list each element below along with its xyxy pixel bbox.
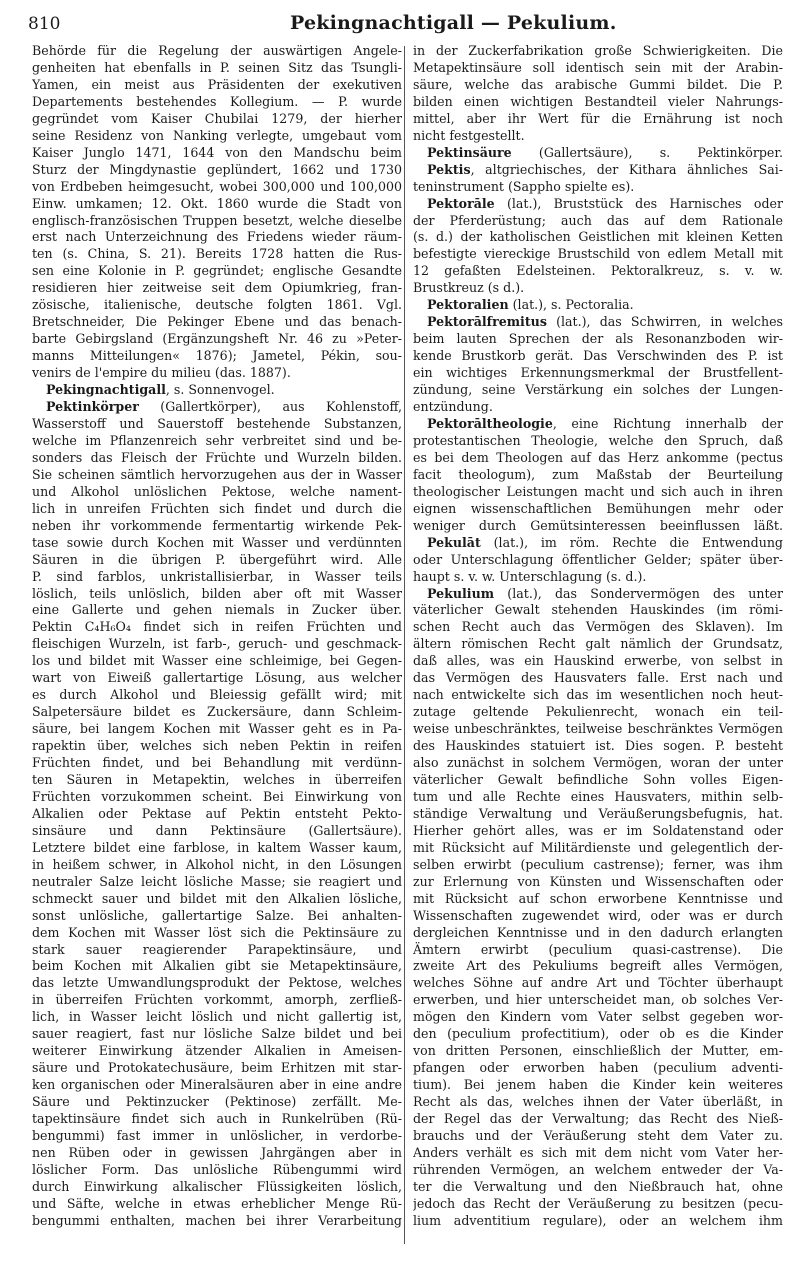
text-line — [32, 653, 402, 670]
line-text: Ämtern erwirbt (peculium quasi-castrense). Die — [413, 941, 783, 957]
line-text: erwerben, und hier unterscheidet man, ob solches Ver- — [413, 992, 783, 1008]
line-text: lich in unreifen Früchten sich findet und durch die — [32, 500, 402, 516]
page-header — [28, 12, 788, 42]
text-line — [32, 755, 402, 772]
line-text: schen Recht auch das Vermögen des Sklaven). Im — [413, 619, 783, 635]
text-line — [413, 213, 783, 230]
text-line — [32, 1145, 402, 1162]
text-line — [32, 518, 402, 535]
text-line — [413, 1026, 783, 1043]
entry-headword-line — [413, 314, 783, 331]
line-text: Hierher gehört alles, was er im Soldatenstand oder — [413, 822, 783, 838]
line-text: erst nach Unterzeichnung des Friedens wieder räum- — [32, 229, 402, 245]
line-text: protestantischen Theologie, welche den Spruch, daß — [413, 432, 783, 448]
column-divider — [404, 46, 405, 1244]
line-text: los und bildet mit Wasser eine schleimige, bei Gegen- — [32, 653, 402, 669]
line-text: jedoch das Recht der Veräußerung zu besitzen (pecu- — [413, 1195, 783, 1211]
line-text: teninstrument (Sappho spielte es). — [413, 178, 635, 194]
line-text: und Alkohol unlöslichen Pektose, welche nament- — [32, 483, 402, 499]
line-text: Früchten findet, und bei Behandlung mit verdünn- — [32, 755, 402, 771]
line-text: entzündung. — [413, 399, 493, 415]
entry-headword-line — [32, 399, 402, 416]
running-title: Pekingnachtigall — Pekulium. — [290, 12, 617, 34]
line-text: (lat.), Bruststück des Harnisches oder — [494, 195, 783, 211]
line-text: (lat.), das Sondervermögen des unter — [494, 585, 783, 601]
line-text: neben ihr vorkommende fermentartig wirkende Pek- — [32, 517, 402, 533]
text-line — [32, 1111, 402, 1128]
text-line — [32, 145, 402, 162]
line-text: brauchs und der Veräußerung steht dem Vater zu. — [413, 1128, 783, 1143]
entry-headword: Pektinsäure — [427, 144, 512, 160]
text-line — [32, 179, 402, 196]
text-line — [413, 789, 783, 806]
line-text: das letzte Umwandlungsprodukt der Pektose, welches — [32, 975, 402, 991]
text-line — [32, 77, 402, 94]
line-text: säure, welche das arabische Gummi bildet. Die P. — [413, 76, 783, 92]
line-text: Wasserstoff und Sauerstoff bestehende Substanzen, — [32, 415, 402, 431]
right-text-column — [413, 43, 783, 1230]
line-text: mögen den Kindern vom Vater selbst gegeben wor- — [413, 1009, 783, 1025]
text-line — [413, 1196, 783, 1213]
line-text: der Pferderüstung; auch das auf dem Rationale — [413, 212, 783, 228]
line-text: ken organischen oder Mineralsäuren aber in eine andre — [32, 1077, 402, 1093]
line-text: Sie scheinen sämtlich hervorzugehen aus der in Wasser — [32, 466, 402, 482]
text-line — [413, 891, 783, 908]
line-text: facit theologum), zum Maßstab der Beurteilung — [413, 466, 783, 482]
line-text: venirs de l'empire du milieu (das. 1887). — [32, 365, 291, 381]
text-line — [413, 501, 783, 518]
line-text: eine Gallerte und gehen niemals in Zucker über. — [32, 602, 402, 618]
line-text: haupt s. v. w. Unterschlagung (s. d.). — [413, 568, 647, 584]
text-line — [413, 94, 783, 111]
line-text: löslicher Form. Das unlösliche Rübengummi wird — [32, 1161, 402, 1177]
line-text: (lat.), das Schwirren, in welches — [546, 314, 783, 330]
line-text: eignen wissenschaftlichen Bemühungen mehr oder — [413, 500, 783, 516]
text-line — [413, 755, 783, 772]
line-text: , s. Sonnenvogel. — [165, 382, 275, 398]
text-line — [413, 1213, 783, 1230]
text-line — [413, 721, 783, 738]
line-text: zutage geltende Pekulienrecht, wonach ein teil- — [413, 704, 783, 720]
text-line — [413, 1179, 783, 1196]
text-line — [32, 297, 402, 314]
text-line — [32, 1026, 402, 1043]
text-line — [32, 569, 402, 586]
text-line — [413, 653, 783, 670]
line-text: das Vermögen des Hausvaters falle. Erst nach und — [413, 670, 783, 686]
text-line — [32, 942, 402, 959]
text-line — [413, 518, 783, 535]
text-line — [413, 246, 783, 263]
line-text: Säure und Pektinzucker (Pektinose) zerfällt. Me- — [32, 1094, 402, 1110]
line-text: zur Erlernung von Künsten und Wissenschaften oder — [413, 873, 783, 889]
line-text: säure und Protokatechusäure, beim Erhitzen mit star- — [32, 1060, 402, 1076]
text-line — [413, 263, 783, 280]
text-line — [32, 196, 402, 213]
line-text: theologischer Leistungen macht und sich auch in ihren — [413, 483, 783, 499]
line-text: bengummi) fast immer in unlöslicher, in verdorbe- — [32, 1128, 402, 1143]
line-text: ständige Verwaltung und Veräußerungsbefugnis, hat. — [413, 805, 783, 821]
line-text: tium). Bei jenem haben die Kinder kein weiteres — [413, 1077, 783, 1093]
line-text: weiterer Einwirkung ätzender Alkalien in Ameisen- — [32, 1043, 402, 1059]
entry-headword-line — [413, 162, 783, 179]
entry-headword: Pektorāle — [427, 195, 495, 211]
line-text: es durch Alkohol und Bleiessig gefällt wird; mit — [32, 687, 402, 703]
text-line — [413, 128, 783, 145]
line-text: zösische, italienische, deutsche folgten 1861. Vgl. — [32, 297, 402, 313]
text-line — [413, 840, 783, 857]
line-text: , eine Richtung innerhalb der — [552, 415, 783, 431]
text-line — [413, 1060, 783, 1077]
line-text: der Regel das der Verwaltung; das Recht des Nieß- — [413, 1111, 783, 1127]
line-text: Behörde für die Regelung der auswärtigen Angele- — [32, 43, 402, 58]
text-line — [32, 857, 402, 874]
line-text: (lat.), s. Pectoralia. — [508, 297, 634, 313]
entry-headword: Pekulāt — [427, 534, 481, 550]
entry-headword: Pektinkörper — [46, 399, 139, 415]
text-line — [32, 1077, 402, 1094]
line-text: Departements bestehendes Kollegium. — P. wurde — [32, 93, 402, 109]
text-line — [32, 806, 402, 823]
line-text: bengummi enthalten, machen bei ihrer Verarbeitung — [32, 1212, 402, 1228]
text-line — [32, 619, 402, 636]
line-text: ein wichtiges Erkennungsmerkmal der Brustfellent- — [413, 365, 783, 381]
text-line — [413, 484, 783, 501]
text-line — [32, 1043, 402, 1060]
entry-headword: Pektorāltheologie — [427, 415, 553, 431]
entry-headword-line — [413, 196, 783, 213]
entry-headword-line — [413, 535, 783, 552]
text-line — [413, 1043, 783, 1060]
line-text: Metapektinsäure soll identisch sein mit der Arabin- — [413, 59, 783, 75]
line-text: kende Brustkorb gerät. Das Verschwinden des P. ist — [413, 348, 783, 364]
text-line — [32, 314, 402, 331]
line-text: tase sowie durch Kochen mit Wasser und verdünnten — [32, 534, 402, 550]
line-text: beim Kochen mit Alkalien gibt sie Metapektinsäure, — [32, 958, 402, 974]
line-text: bilden einen wichtigen Bestandteil vieler Nahrungs- — [413, 93, 783, 109]
text-line — [32, 975, 402, 992]
text-line — [413, 450, 783, 467]
line-text: und Säfte, welche in etwas erheblicher Menge Rü- — [32, 1195, 402, 1211]
entry-headword-line — [413, 297, 783, 314]
line-text: nen Rüben oder in gewissen Jahrgängen aber in — [32, 1144, 402, 1160]
text-line — [32, 60, 402, 77]
line-text: weise unbeschränktes, teilweise beschränktes Vermögen — [413, 721, 783, 737]
left-text-column — [32, 43, 402, 1230]
text-line — [413, 823, 783, 840]
text-line — [32, 1196, 402, 1213]
text-line — [413, 365, 783, 382]
entry-headword-line — [413, 586, 783, 603]
page-number: 810 — [28, 14, 61, 34]
line-text: löslich, teils unlöslich, bilden aber oft mit Wasser — [32, 585, 402, 601]
text-line — [32, 263, 402, 280]
text-line — [32, 433, 402, 450]
text-line — [32, 365, 402, 382]
text-line — [413, 925, 783, 942]
line-text: dem Kochen mit Wasser löst sich die Pektinsäure zu — [32, 924, 402, 940]
line-text: sonders das Fleisch der Früchte und Wurzeln bilden. — [32, 449, 402, 465]
text-line — [32, 1213, 402, 1230]
text-line — [413, 331, 783, 348]
text-line — [413, 229, 783, 246]
line-text: Brustkreuz (s d.). — [413, 280, 525, 296]
line-text: neutraler Salze leicht lösliche Masse; sie reagiert und — [32, 873, 402, 889]
text-line — [32, 111, 402, 128]
text-line — [32, 128, 402, 145]
line-text: Recht als das, welches ihnen der Vater überläßt, in — [413, 1094, 783, 1110]
line-text: Sturz der Mingdynastie geplündert, 1662 und 1730 — [32, 161, 402, 177]
text-line — [413, 433, 783, 450]
text-line — [32, 636, 402, 653]
line-text: Bretschneider, Die Pekinger Ebene und das benach- — [32, 314, 402, 330]
text-line — [32, 891, 402, 908]
line-text: zweite Art des Pekuliums begreift alles Vermögen, — [413, 958, 783, 974]
line-text: säure, bei langem Kochen mit Wasser geht es in Pa- — [32, 721, 402, 737]
line-text: zündung, seine Verstärkung ein solches der Lungen- — [413, 382, 783, 398]
text-line — [413, 772, 783, 789]
line-text: (lat.), im röm. Rechte die Entwendung — [480, 534, 783, 550]
line-text: also zunächst in solchem Vermögen, woran der unter — [413, 755, 783, 771]
text-line — [32, 552, 402, 569]
text-line — [32, 1179, 402, 1196]
text-line — [32, 94, 402, 111]
line-text: fleischigen Wurzeln, ist farb-, geruch- und geschmack- — [32, 636, 402, 652]
line-text: mit Rücksicht auf Militärdienste und gelegentlich der- — [413, 839, 783, 855]
line-text: ten Säuren in Metapektin, welches in überreifen — [32, 771, 402, 787]
line-text: befestigte viereckige Brustschild von edlem Metall mit — [413, 246, 783, 262]
text-line — [413, 857, 783, 874]
line-text: nach entwickelte sich das im wesentlichen noch heut- — [413, 687, 783, 703]
text-line — [32, 229, 402, 246]
line-text: (Gallertkörper), aus Kohlenstoff, — [138, 399, 402, 415]
text-line — [32, 992, 402, 1009]
text-line — [413, 602, 783, 619]
line-text: genheiten hat ebenfalls in P. seinen Sitz das Tsungli- — [32, 59, 402, 75]
line-text: pfangen oder erworben haben (peculium adventi- — [413, 1060, 783, 1076]
text-line — [32, 246, 402, 263]
text-line — [413, 992, 783, 1009]
text-line — [32, 484, 402, 501]
line-text: Yamen, ein meist aus Präsidenten der exekutiven — [32, 76, 402, 92]
text-line — [413, 399, 783, 416]
line-text: väterlicher Gewalt stehenden Hauskindes (im römi- — [413, 602, 783, 618]
text-line — [32, 958, 402, 975]
line-text: selben erwirbt (peculium castrense); ferner, was ihm — [413, 856, 783, 872]
line-text: beim lauten Sprechen der als Resonanzboden wir- — [413, 331, 783, 347]
entry-headword: Pektoralien — [427, 297, 509, 313]
text-line — [32, 535, 402, 552]
line-text: nicht festgestellt. — [413, 127, 525, 143]
entry-headword: Pektorālfremitus — [427, 314, 547, 330]
line-text: Kaiser Junglo 1471, 1644 von den Mandschu beim — [32, 144, 402, 160]
line-text: (Gallertsäure), s. Pektinkörper. — [511, 144, 783, 160]
text-line — [413, 942, 783, 959]
text-line — [413, 958, 783, 975]
text-line — [32, 789, 402, 806]
text-line — [32, 721, 402, 738]
text-line — [413, 569, 783, 586]
text-line — [32, 280, 402, 297]
text-line — [32, 348, 402, 365]
line-text: Salpetersäure bildet es Zuckersäure, dann Schleim- — [32, 704, 402, 720]
text-line — [32, 162, 402, 179]
text-line — [413, 1128, 783, 1145]
text-line — [32, 1128, 402, 1145]
text-line — [413, 1094, 783, 1111]
text-line — [32, 586, 402, 603]
text-line — [32, 738, 402, 755]
line-text: Wissenschaften zugewendet wird, oder was er durch — [413, 907, 783, 923]
text-line — [413, 467, 783, 484]
line-text: manns Mitteilungen« 1876); Jametel, Pékin, sou- — [32, 348, 402, 364]
line-text: des Hauskindes statuiert ist. Dies sogen. P. besteht — [413, 738, 783, 754]
line-text: lich, in Wasser leicht löslich und nicht gallertig ist, — [32, 1009, 402, 1025]
line-text: sauer reagiert, fast nur lösliche Salze bildet und bei — [32, 1026, 402, 1042]
line-text: Alkalien oder Pektase auf Pektin entsteht Pekto- — [32, 805, 402, 821]
text-line — [32, 1009, 402, 1026]
text-line — [32, 925, 402, 942]
text-line — [413, 60, 783, 77]
line-text: durch Einwirkung alkalischer Flüssigkeiten löslich, — [32, 1178, 402, 1194]
text-line — [413, 382, 783, 399]
text-line — [413, 348, 783, 365]
text-line — [32, 602, 402, 619]
line-text: tum und alle Rechte eines Hausvaters, mithin selb- — [413, 788, 783, 804]
text-line — [32, 501, 402, 518]
line-text: stark sauer reagierender Parapektinsäure, und — [32, 941, 402, 957]
line-text: ter die Verwaltung und den Nießbrauch hat, ohne — [413, 1178, 783, 1194]
entry-headword-line — [32, 382, 402, 399]
line-text: väterlicher Gewalt befindliche Sohn volles Eigen- — [413, 771, 783, 787]
line-text: lium adventitium regulare), oder an welchem ihm — [413, 1212, 783, 1228]
line-text: barte Gebirgsland (Ergänzungsheft Nr. 46 zu »Peter- — [32, 331, 402, 347]
line-text: Früchten vorzukommen scheint. Bei Einwirkung von — [32, 788, 402, 804]
line-text: sen eine Kolonie in P. gegründet; englische Gesandte — [32, 263, 402, 279]
line-text: ten (s. China, S. 21). Bereits 1728 hatten die Rus- — [32, 246, 402, 262]
text-line — [413, 43, 783, 60]
entry-headword: Pekulium — [427, 585, 495, 601]
text-line — [413, 806, 783, 823]
line-text: schmeckt sauer und bildet mit den Alkalien lösliche, — [32, 890, 402, 906]
text-line — [413, 1077, 783, 1094]
line-text: Säuren in die übrigen P. übergeführt wird. Alle — [32, 551, 402, 567]
line-text: englisch-französischen Truppen besetzt, welche dieselbe — [32, 212, 402, 228]
text-line — [32, 687, 402, 704]
text-line — [413, 1162, 783, 1179]
text-line — [413, 874, 783, 891]
entry-headword: Pektis — [427, 161, 471, 177]
line-text: daß alles, was ein Hauskind erwerbe, von selbst in — [413, 653, 783, 669]
text-line — [413, 704, 783, 721]
line-text: Einw. umkamen; 12. Okt. 1860 wurde die Stadt von — [32, 195, 402, 211]
text-line — [413, 908, 783, 925]
text-line — [32, 772, 402, 789]
line-text: den (peculium profectitium), oder ob es die Kinder — [413, 1026, 783, 1042]
line-text: welche im Pflanzenreich sehr verbreitet sind und be- — [32, 432, 402, 448]
text-line — [32, 823, 402, 840]
text-line — [413, 179, 783, 196]
line-text: Letztere bildet eine farblose, in kaltem Wasser kaum, — [32, 839, 402, 855]
entry-headword-line — [413, 145, 783, 162]
line-text: wart von Eiweiß gallertartige Lösung, aus welcher — [32, 670, 402, 686]
line-text: residieren hier zeitweise seit dem Opiumkrieg, fran- — [32, 280, 402, 296]
text-line — [32, 43, 402, 60]
line-text: Pektin C₄H₆O₄ findet sich in reifen Früchten und — [32, 619, 402, 635]
text-line — [413, 738, 783, 755]
line-text: von Erdbeben heimgesucht, wobei 300,000 und 100,000 — [32, 178, 402, 194]
line-text: in überreifen Früchten vorkommt, amorph, zerfließ- — [32, 992, 402, 1008]
text-line — [413, 111, 783, 128]
text-line — [413, 1009, 783, 1026]
text-line — [32, 1094, 402, 1111]
line-text: sonst unlösliche, gallertartige Salze. Bei anhalten- — [32, 907, 402, 923]
line-text: seine Residenz von Nanking verlegte, umgebaut vom — [32, 127, 402, 143]
text-line — [32, 670, 402, 687]
line-text: von dritten Personen, einschließlich der Mutter, em- — [413, 1043, 783, 1059]
line-text: es bei dem Theologen auf das Herz ankomme (pectus — [413, 449, 783, 465]
text-line — [413, 619, 783, 636]
text-line — [413, 975, 783, 992]
text-line — [413, 280, 783, 297]
text-line — [413, 552, 783, 569]
line-text: P. sind farblos, unkristallisierbar, in Wasser teils — [32, 568, 402, 584]
line-text: mit Rücksicht auf schon erworbene Kenntnisse und — [413, 890, 783, 906]
line-text: oder Unterschlagung öffentlicher Gelder; später über- — [413, 551, 783, 567]
text-line — [32, 908, 402, 925]
line-text: rapektin über, welches sich neben Pektin in reifen — [32, 738, 402, 754]
text-line — [413, 77, 783, 94]
text-line — [32, 874, 402, 891]
entry-headword-line — [413, 416, 783, 433]
line-text: sinsäure und dann Pektinsäure (Gallertsäure). — [32, 822, 402, 838]
line-text: , altgriechisches, der Kithara ähnliches Sai- — [470, 161, 783, 177]
line-text: gegründet vom Kaiser Chubilai 1279, der hierher — [32, 110, 402, 126]
text-line — [32, 467, 402, 484]
text-line — [32, 704, 402, 721]
entry-headword: Pekingnachtigall — [46, 382, 166, 398]
text-line — [32, 213, 402, 230]
line-text: welches Söhne auf andre Art und Töchter überhaupt — [413, 975, 783, 991]
line-text: tapektinsäure findet sich auch in Runkelrüben (Rü- — [32, 1111, 402, 1127]
text-line — [32, 416, 402, 433]
line-text: rührenden Vermögen, an welchem entweder der Va- — [413, 1161, 783, 1177]
line-text: 12 gefaßten Edelsteinen. Pektoralkreuz, s. v. w. — [413, 263, 783, 279]
text-line — [32, 331, 402, 348]
line-text: Anders verhält es sich mit dem nicht vom Vater her- — [413, 1144, 783, 1160]
text-line — [413, 1145, 783, 1162]
line-text: ältern römischen Recht galt nämlich der Grundsatz, — [413, 636, 783, 652]
text-line — [32, 1060, 402, 1077]
line-text: weniger durch Gemütsinteressen beeinflussen läßt. — [413, 517, 783, 533]
line-text: in heißem schwer, in Alkohol nicht, in den Lösungen — [32, 856, 402, 872]
line-text: (s. d.) der katholischen Geistlichen mit kleinen Ketten — [413, 229, 783, 245]
text-line — [413, 636, 783, 653]
line-text: in der Zuckerfabrikation große Schwierigkeiten. Die — [413, 43, 783, 58]
line-text: mittel, aber ihr Wert für die Ernährung ist noch — [413, 110, 783, 126]
text-line — [32, 840, 402, 857]
text-line — [413, 670, 783, 687]
text-line — [413, 687, 783, 704]
line-text: dergleichen Kenntnisse und in den dadurch erlangten — [413, 924, 783, 940]
text-line — [32, 1162, 402, 1179]
text-line — [413, 1111, 783, 1128]
text-line — [32, 450, 402, 467]
